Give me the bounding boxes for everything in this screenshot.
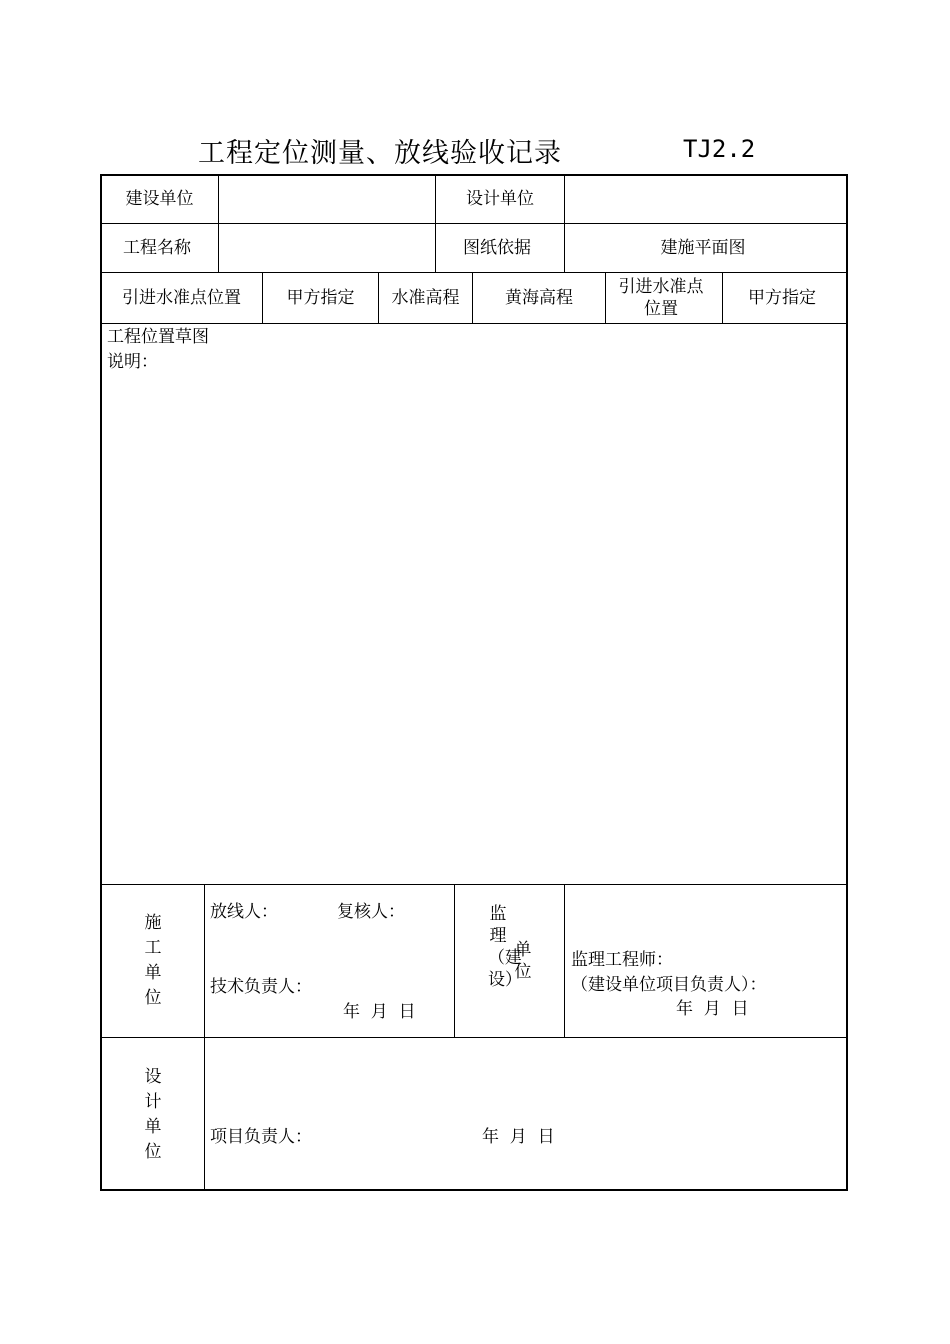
tech-lead-label: 技术负责人： [210, 977, 312, 997]
design-date: 年 月 日 [482, 1127, 555, 1147]
border-bottom [100, 1189, 848, 1191]
sketch-area[interactable] [102, 380, 846, 883]
border-right [846, 174, 848, 1191]
construction-date: 年 月 日 [343, 1002, 416, 1022]
row-divider [100, 1037, 848, 1038]
design-unit-field[interactable] [565, 175, 846, 223]
owner-pm-label: （建设单位项目负责人）： [571, 975, 767, 995]
supervision-unit-label: 单位 [514, 940, 532, 982]
row-divider [100, 884, 848, 885]
supervision-label: 监理（建设） [488, 904, 522, 990]
benchmark-label-line1: 引进水准点 [618, 277, 704, 297]
benchmark-label-line2: 位置 [644, 299, 678, 319]
checker-label: 复核人： [337, 902, 405, 922]
design-unit-side-label: 设计单位 [144, 1067, 162, 1162]
owner-unit-field[interactable] [219, 175, 435, 223]
yellow-sea-elevation: 黄海高程 [505, 288, 573, 308]
drawing-basis-value: 建施平面图 [660, 238, 746, 258]
construction-unit-label: 施工单位 [144, 913, 162, 1008]
design-unit-label: 设计单位 [466, 189, 534, 209]
row-divider [100, 323, 848, 324]
supervision-date: 年 月 日 [676, 999, 749, 1019]
col-divider [204, 884, 205, 1190]
party-a-designated: 甲方指定 [286, 288, 355, 308]
form-code: TJ2.2 [683, 135, 756, 163]
benchmark-location-label-2 [606, 273, 716, 323]
project-name-label: 工程名称 [123, 238, 191, 258]
col-divider [454, 884, 455, 1037]
note-label: 说明： [107, 352, 158, 372]
project-lead-label: 项目负责人： [210, 1127, 312, 1147]
sketch-label: 工程位置草图 [107, 327, 209, 347]
benchmark-location-label: 引进水准点位置 [122, 288, 241, 308]
owner-unit-label: 建设单位 [125, 189, 194, 209]
page-title: 工程定位测量、放线验收记录 [198, 138, 562, 169]
supervision-engineer-label: 监理工程师： [571, 950, 673, 970]
layout-person-label: 放线人： [210, 902, 278, 922]
project-name-field[interactable] [219, 224, 435, 272]
level-elevation-label: 水准高程 [391, 288, 460, 308]
drawing-basis-label: 图纸依据 [463, 238, 531, 258]
party-a-designated-2: 甲方指定 [748, 288, 816, 308]
col-divider [564, 884, 565, 1037]
